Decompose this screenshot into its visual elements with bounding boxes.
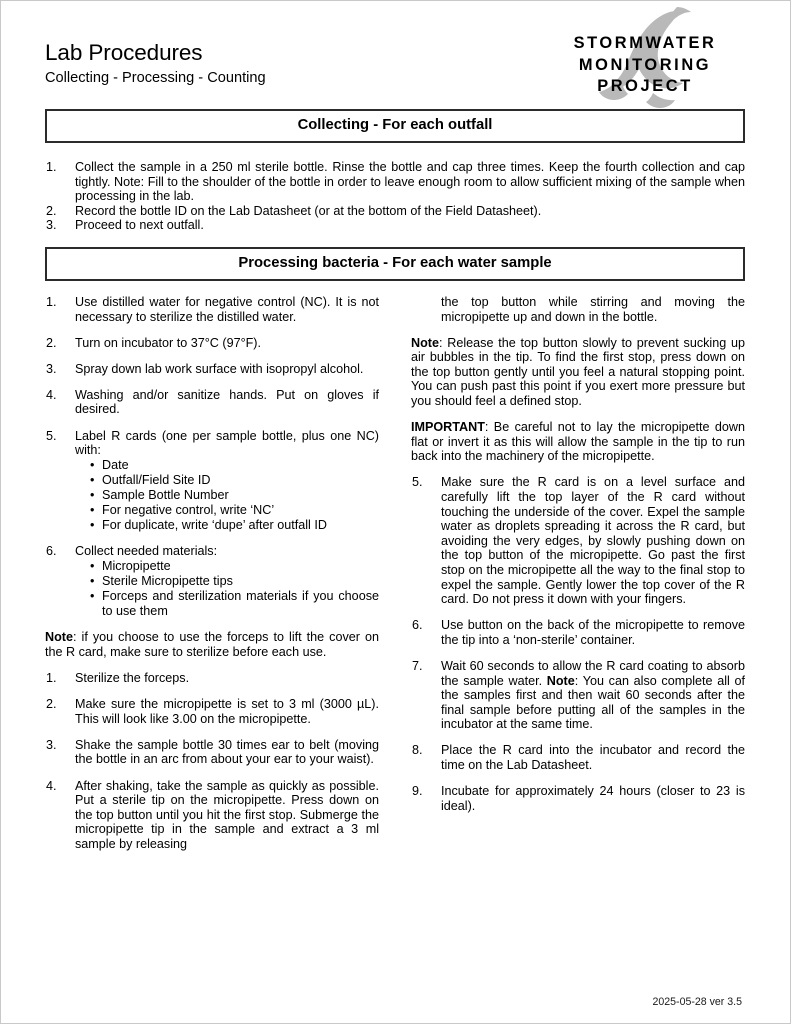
list-item xyxy=(45,218,745,233)
materials-bullets xyxy=(89,559,379,619)
list-item xyxy=(45,429,379,533)
list-item xyxy=(411,743,745,772)
list-item xyxy=(89,503,379,518)
list-item-text: Record the bottle ID on the Lab Datasheet (or at the bottom of the Field Datasheet). xyxy=(75,203,542,218)
list-item xyxy=(45,697,379,726)
list-item-text: Outfall/Field Site ID xyxy=(102,472,211,487)
list-item xyxy=(411,784,745,813)
list-item-text: Use button on the back of the micropipette to remove the tip into a ‘non-sterile’ container. xyxy=(441,618,745,647)
important-callout xyxy=(411,420,745,464)
list-item xyxy=(89,589,379,619)
list-item xyxy=(411,475,745,606)
list-item xyxy=(89,574,379,589)
note-release-button xyxy=(411,336,745,409)
right-column xyxy=(411,295,745,851)
bullet-icon: • xyxy=(90,487,95,502)
title-block xyxy=(45,41,266,87)
processing-steps-list-c xyxy=(411,475,745,813)
list-item xyxy=(45,295,379,324)
footer-version: 2025-05-28 ver 3.5 xyxy=(652,996,742,1008)
bullet-icon: • xyxy=(90,502,95,517)
list-item xyxy=(411,618,745,647)
section-heading-processing: Processing bacteria - For each water sample xyxy=(45,247,745,281)
bullet-icon: • xyxy=(90,457,95,472)
list-item-text: Washing and/or sanitize hands. Put on gloves if desired. xyxy=(75,387,379,417)
document-header xyxy=(45,1,745,109)
list-marker: 1. xyxy=(46,671,57,686)
list-marker: 6. xyxy=(46,544,57,559)
list-item-text: Collect the sample in a 250 ml sterile bottle. Rinse the bottle and cap three times. Keep the fourth collection and cap tightly. Note: Fill to the shoulder of the bottle in order to leave enough room to allow sufficient mixing of the sample when processing in the lab. xyxy=(75,160,745,204)
processing-steps-list-a xyxy=(45,295,379,619)
list-item xyxy=(45,362,379,377)
bullet-icon: • xyxy=(90,517,95,532)
important-label: IMPORTANT xyxy=(411,420,485,435)
list-marker: 7. xyxy=(412,658,423,673)
note-label: Note xyxy=(45,630,73,645)
bullet-icon: • xyxy=(90,472,95,487)
list-item xyxy=(45,779,379,852)
list-marker: 9. xyxy=(412,784,423,799)
list-item-text: Place the R card into the incubator and record the time on the Lab Datasheet. xyxy=(441,743,745,773)
list-marker: 2. xyxy=(46,203,57,218)
item7-post-text: : You can also complete all of the samples first and then wait 60 seconds after the final sample before putting all of the samples in the incubator at the same time. xyxy=(441,673,745,732)
list-item-text: Make sure the R card is on a level surface and carefully lift the top layer of the R card without touching the underside of the cover. Expel the sample water as droplets spreading it across the R card, but avoiding the very edges, by slowly pushing down on the top button of the micropipette. Go past the first stop on the micropipette all the way to the final stop to expel the sample. Gently lower the top cover of the R card. Do not press it down with your fingers. xyxy=(441,475,745,607)
list-marker: 1. xyxy=(46,160,57,175)
list-marker: 1. xyxy=(46,295,57,309)
section-heading-collecting: Collecting - For each outfall xyxy=(45,109,745,143)
bullet-icon: • xyxy=(90,558,95,573)
list-item-text: For duplicate, write ‘dupe’ after outfall ID xyxy=(102,517,327,532)
list-item-text: Sample Bottle Number xyxy=(102,487,229,502)
page-subtitle: Collecting - Processing - Counting xyxy=(45,69,266,86)
list-item-text: After shaking, take the sample as quickly as possible. Put a sterile tip on the micropipette. Press down on the top button until you hit the first stop. Submerge the micropipette tip in the sample and extract a 3 ml sample by releasing xyxy=(75,778,379,851)
list-item xyxy=(89,488,379,503)
note-forceps xyxy=(45,630,379,659)
note-label: Note xyxy=(546,673,575,688)
list-item xyxy=(45,160,745,204)
list-item-text: Label R cards (one per sample bottle, plus one NC) with: xyxy=(75,428,379,458)
list-marker: 4. xyxy=(46,387,57,402)
processing-steps-list-b xyxy=(45,671,379,851)
page-title: Lab Procedures xyxy=(45,40,203,65)
note-label: Note xyxy=(411,335,439,350)
list-marker: 6. xyxy=(412,618,423,633)
list-marker: 8. xyxy=(412,743,423,758)
logo-line-2: MONITORING xyxy=(578,55,712,74)
list-marker: 5. xyxy=(412,475,423,490)
list-item-text: Shake the sample bottle 30 times ear to belt (moving the bottle in an arc from about your ear to your waist). xyxy=(75,737,379,767)
bullet-icon: • xyxy=(90,573,95,588)
list-item-text: Incubate for approximately 24 hours (closer to 23 is ideal). xyxy=(441,784,745,813)
list-item-text: Micropipette xyxy=(102,558,171,573)
list-item xyxy=(45,544,379,619)
list-item-text: Sterile Micropipette tips xyxy=(102,573,233,588)
list-item xyxy=(45,204,745,219)
list-item-text: Sterilize the forceps. xyxy=(75,671,190,686)
list-item xyxy=(45,336,379,351)
list-marker: 2. xyxy=(46,697,57,712)
list-item-text: Make sure the micropipette is set to 3 ml (3000 µL). This will look like 3.00 on the micropipette. xyxy=(75,697,379,726)
list-item xyxy=(45,388,379,417)
list-marker: 3. xyxy=(46,737,57,752)
label-r-cards-bullets xyxy=(89,458,379,533)
two-column-body xyxy=(45,295,745,851)
logo-line-3: PROJECT xyxy=(597,77,693,95)
list-item-text: Forceps and sterilization materials if you choose to use them xyxy=(102,588,379,618)
page-content xyxy=(45,1,745,1025)
list-marker: 2. xyxy=(46,335,57,350)
note-text: : if you choose to use the forceps to lift the cover on the R card, make sure to sterilize before each use. xyxy=(45,630,379,659)
logo-line-1: STORMWATER xyxy=(573,34,717,52)
list-item-text: For negative control, write ‘NC’ xyxy=(102,502,275,517)
list-marker: 5. xyxy=(46,428,57,443)
list-item-text: Turn on incubator to 37°C (97°F). xyxy=(75,335,262,350)
item7-pre-text: Wait 60 seconds to allow the R card coating to absorb the sample water. xyxy=(441,658,745,688)
left-column xyxy=(45,295,379,851)
list-item xyxy=(89,473,379,488)
list-item xyxy=(411,659,745,732)
list-item-text: Proceed to next outfall. xyxy=(75,218,204,233)
bullet-icon: • xyxy=(90,588,95,603)
list-marker: 3. xyxy=(46,361,57,376)
list-item-text: Collect needed materials: xyxy=(75,544,218,559)
organization-logo xyxy=(547,9,743,105)
collecting-steps-list xyxy=(45,160,745,233)
list-item-text: Use distilled water for negative control (NC). It is not necessary to sterilize the distilled water. xyxy=(75,295,379,324)
list-item-text: Spray down lab work surface with isopropyl alcohol. xyxy=(75,361,364,376)
list-item-text: Date xyxy=(102,457,129,472)
list-item-text xyxy=(441,659,745,732)
list-item xyxy=(89,458,379,473)
list-item xyxy=(45,671,379,686)
important-text: : Be careful not to lay the micropipette down flat or invert it as this will allow the sample in the tip to run back into the machinery of the micropipette. xyxy=(411,420,745,464)
list-item xyxy=(89,559,379,574)
list-item xyxy=(89,518,379,533)
logo-wordmark xyxy=(547,33,743,98)
continuation-text: the top button while stirring and moving the micropipette up and down in the bottle. xyxy=(441,295,745,324)
list-item xyxy=(45,738,379,767)
note-text: : Release the top button slowly to prevent sucking up air bubbles in the tip. To find the first stop, press down on the top button gently until you feel a natural stopping point. You can push past this point if you exert more pressure but you should feel a defined stop. xyxy=(411,335,745,409)
list-marker: 3. xyxy=(46,218,57,233)
list-marker: 4. xyxy=(46,778,57,793)
